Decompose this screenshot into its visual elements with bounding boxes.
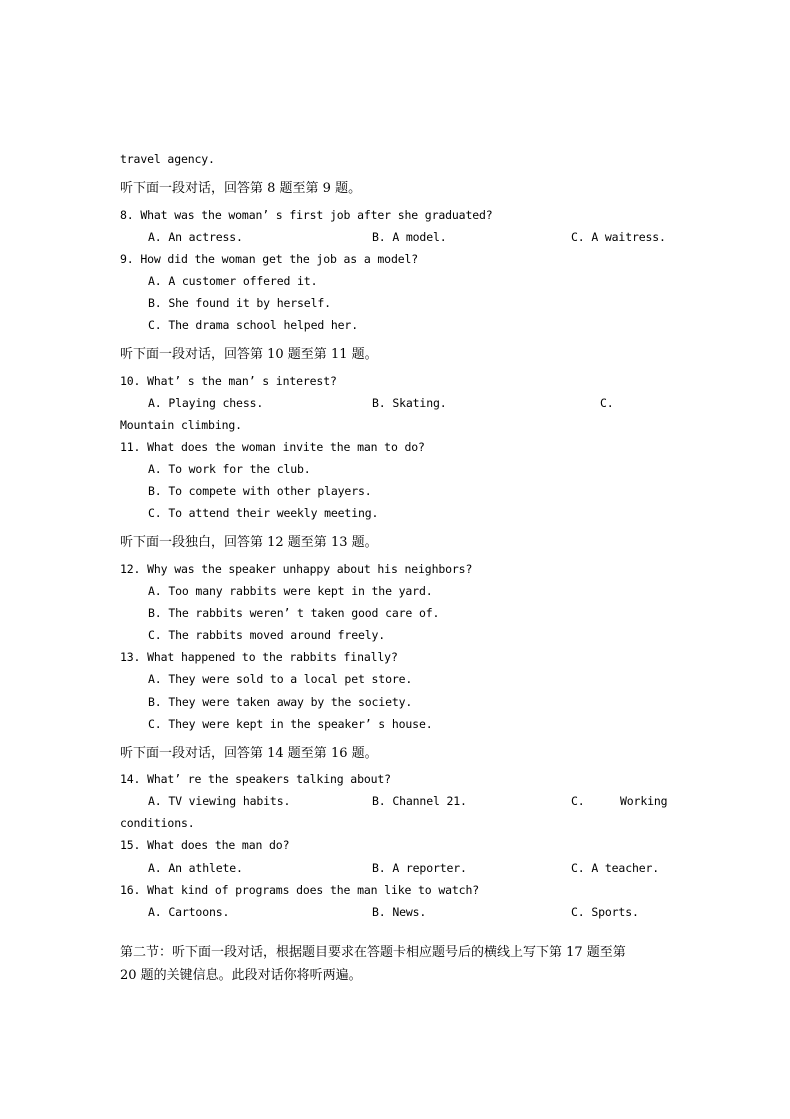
question-15: 15. What does the man do? (120, 838, 290, 852)
question-11: 11. What does the woman invite the man to do? (120, 440, 425, 454)
part-two-instructions-line2: 20 题的关键信息。此段对话你将听两遍。 (120, 968, 362, 983)
option-13c: C. They were kept in the speaker’ s house. (148, 717, 433, 731)
question-14: 14. What’ re the speakers talking about? (120, 772, 391, 786)
section-header-12-13: 听下面一段独白，回答第 12 题至第 13 题。 (120, 535, 378, 550)
option-10a: A. Playing chess. (148, 396, 264, 410)
option-8a: A. An actress. (148, 230, 243, 244)
option-8c: C. A waitress. (571, 230, 666, 244)
option-11c: C. To attend their weekly meeting. (148, 506, 379, 520)
option-9b: B. She found it by herself. (148, 296, 331, 310)
question-12: 12. Why was the speaker unhappy about his neighbors? (120, 562, 473, 576)
option-11b: B. To compete with other players. (148, 484, 372, 498)
option-14c-text: conditions. (120, 816, 195, 830)
option-11a: A. To work for the club. (148, 462, 311, 476)
section-header-10-11: 听下面一段对话，回答第 10 题至第 11 题。 (120, 347, 378, 362)
option-15b: B. A reporter. (372, 861, 467, 875)
option-15a: A. An athlete. (148, 861, 243, 875)
question-9: 9. How did the woman get the job as a model? (120, 252, 419, 266)
continued-text: travel agency. (120, 152, 215, 166)
option-14b: B. Channel 21. (372, 794, 467, 808)
option-13a: A. They were sold to a local pet store. (148, 672, 413, 686)
option-10b: B. Skating. (372, 396, 447, 410)
option-9c: C. The drama school helped her. (148, 318, 358, 332)
option-9a: A. A customer offered it. (148, 274, 318, 288)
question-13: 13. What happened to the rabbits finally? (120, 650, 398, 664)
option-16c: C. Sports. (571, 905, 639, 919)
section-header-8-9: 听下面一段对话，回答第 8 题至第 9 题。 (120, 181, 362, 196)
option-12a: A. Too many rabbits were kept in the yard. (148, 584, 433, 598)
option-12c: C. The rabbits moved around freely. (148, 628, 386, 642)
question-16: 16. What kind of programs does the man like to watch? (120, 883, 480, 897)
option-14a: A. TV viewing habits. (148, 794, 291, 808)
option-15c: C. A teacher. (571, 861, 660, 875)
option-10c-label: C. (600, 396, 614, 410)
question-10: 10. What’ s the man’ s interest? (120, 374, 337, 388)
option-8b: B. A model. (372, 230, 447, 244)
part-two-instructions-line1: 第二节：听下面一段对话，根据题目要求在答题卡相应题号后的横线上写下第 17 题至第 (120, 945, 626, 960)
option-16a: A. Cartoons. (148, 905, 230, 919)
option-13b: B. They were taken away by the society. (148, 695, 413, 709)
option-12b: B. The rabbits weren’ t taken good care of. (148, 606, 440, 620)
section-header-14-16: 听下面一段对话，回答第 14 题至第 16 题。 (120, 746, 378, 761)
question-8: 8. What was the woman’ s first job after she graduated? (120, 208, 493, 222)
option-14c-label: C. (571, 794, 585, 808)
option-14c-word: Working (620, 794, 668, 808)
option-16b: B. News. (372, 905, 427, 919)
option-10c-text: Mountain climbing. (120, 418, 242, 432)
